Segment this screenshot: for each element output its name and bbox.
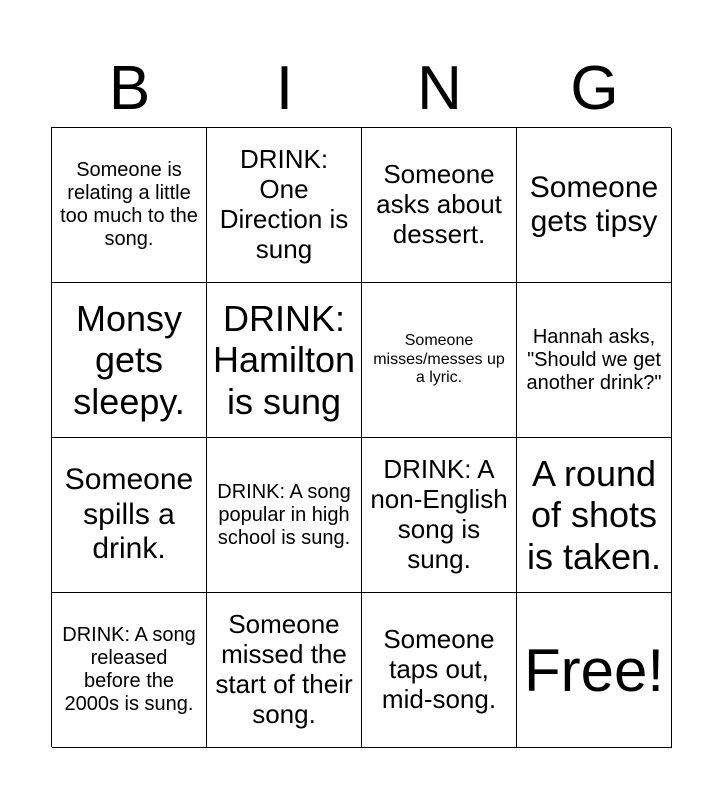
cell-text: Monsy gets sleepy. <box>73 297 185 422</box>
cell-text: Someone asks about dessert. <box>376 159 502 249</box>
header-letter-i: I <box>275 54 294 123</box>
bingo-cell[interactable] <box>207 438 362 593</box>
bingo-cell[interactable] <box>207 283 362 438</box>
free-space-cell[interactable] <box>517 593 672 748</box>
cell-text: A round of shots is taken. <box>526 452 662 577</box>
cell-text: Hannah asks, "Should we get another drink?" <box>526 325 662 394</box>
bingo-cell[interactable] <box>517 128 672 283</box>
cell-text: DRINK: One Direction is sung <box>219 144 349 264</box>
header-letter-g: G <box>570 54 619 123</box>
bingo-cell[interactable] <box>52 283 207 438</box>
bingo-cell[interactable] <box>207 593 362 748</box>
cell-text: Someone spills a drink. <box>64 463 194 566</box>
bingo-board <box>51 127 671 747</box>
bingo-cell[interactable] <box>362 438 517 593</box>
cell-text: DRINK: A non-English song is sung. <box>370 454 508 574</box>
bingo-cell[interactable] <box>362 283 517 438</box>
cell-text: Someone taps out, mid-song. <box>381 624 497 714</box>
cell-text: Someone missed the start of their song. <box>215 609 353 729</box>
header-letter-n: N <box>417 54 462 123</box>
bingo-cell[interactable] <box>517 283 672 438</box>
cell-text: Someone gets tipsy <box>529 170 659 238</box>
cell-text: Someone is relating a little too much to the song. <box>60 159 198 250</box>
cell-text: DRINK: Hamilton is sung <box>212 297 356 422</box>
cell-text: DRINK: A song released before the 2000s is sung. <box>62 624 196 715</box>
cell-text: Free! <box>523 636 665 704</box>
header-letter-b: B <box>108 54 151 123</box>
bingo-cell[interactable] <box>52 128 207 283</box>
bingo-cell[interactable] <box>52 438 207 593</box>
bingo-cell[interactable] <box>362 593 517 748</box>
cell-text: Someone misses/messes up a lyric. <box>373 332 505 387</box>
bingo-header <box>52 50 672 128</box>
bingo-cell[interactable] <box>52 593 207 748</box>
bingo-cell[interactable] <box>517 438 672 593</box>
bingo-cell[interactable] <box>362 128 517 283</box>
cell-text: DRINK: A song popular in high school is sung. <box>217 480 351 549</box>
bingo-cell[interactable] <box>207 128 362 283</box>
